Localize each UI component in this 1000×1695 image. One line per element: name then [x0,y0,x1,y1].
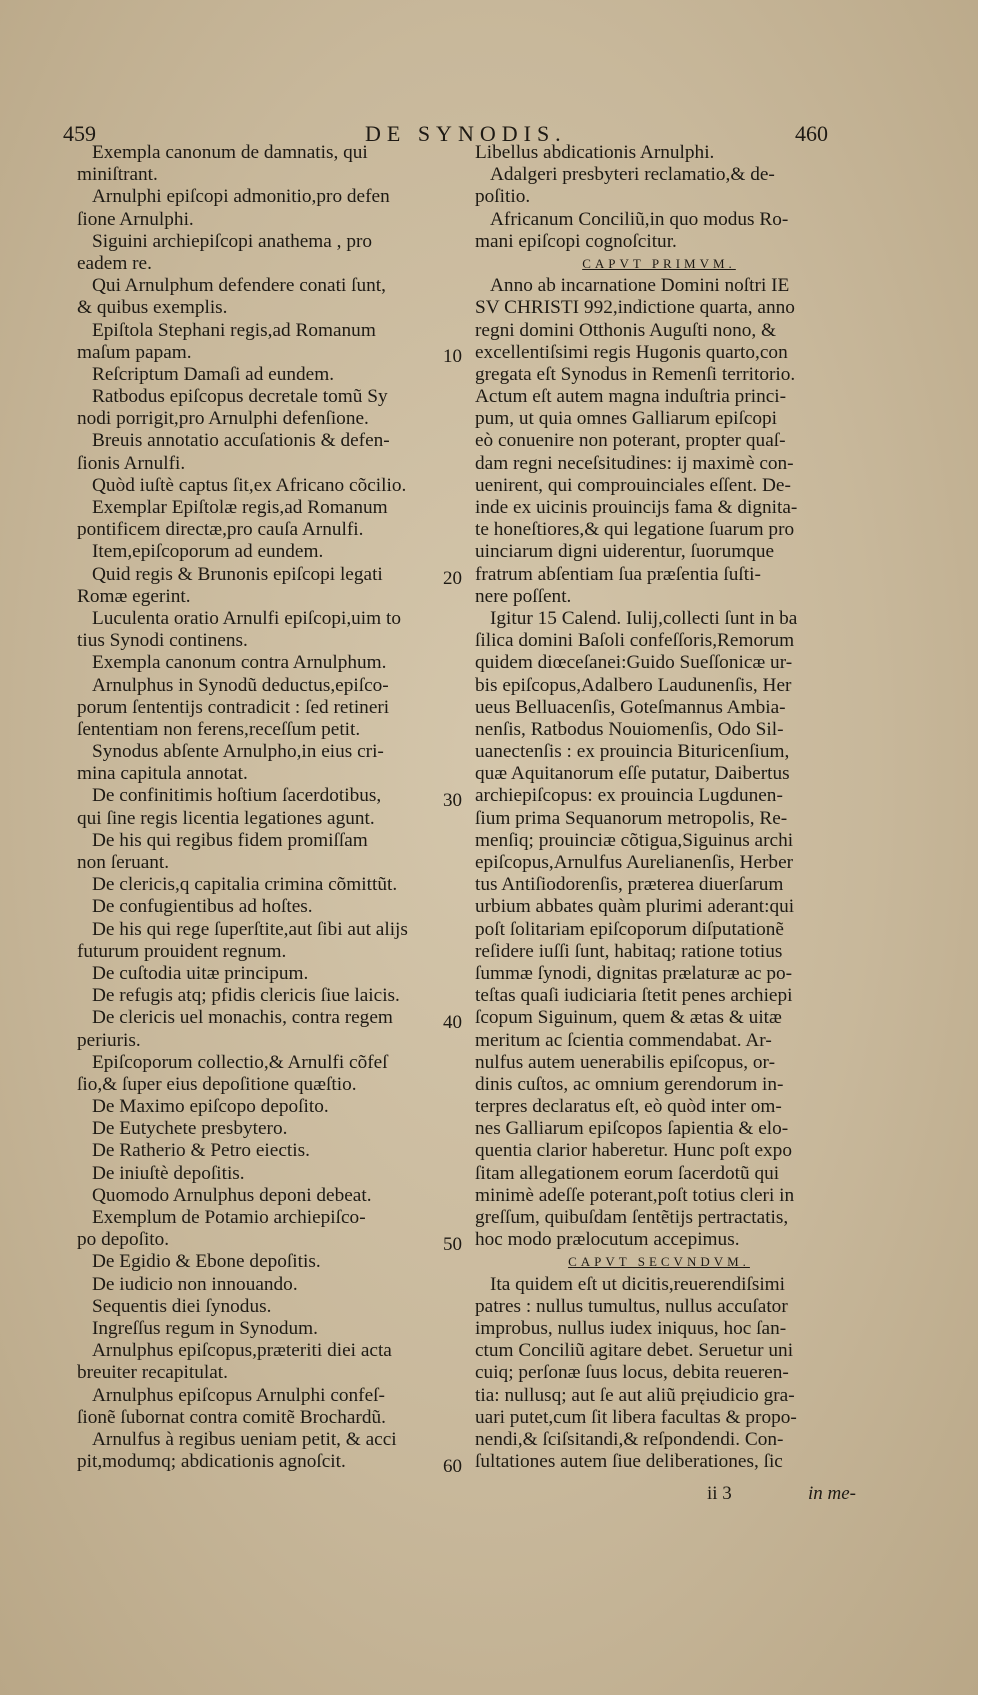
chapter-list-item: Siguini archiepiſcopi anathema , pro [92,230,373,252]
chapter-list-item: De his qui rege ſuperſtite,aut ſibi aut alijs [92,918,408,940]
text-line: quentia clarior haberetur. Hunc poſt expo [475,1140,792,1162]
line-number: 10 [443,345,462,367]
text-line: urbium abbates quàm plurimi aderant:qui [475,896,795,918]
text-line: Anno ab incarnatione Domini noſtri IE [490,275,790,297]
chapter-list-item: futurum prouident regnum. [77,940,287,962]
text-line: quidem diœceſanei:Guido Sueſſonicæ ur- [475,652,793,674]
text-line: mani epiſcopi cognoſcitur. [475,230,677,252]
chapter-list-item: mina capitula annotat. [77,763,248,785]
chapter-list-item: eadem re. [77,252,152,274]
text-line: quæ Aquitanorum eſſe putatur, Daibertus [475,763,790,785]
text-line: tus Antiſiodorenſis, præterea diuerſarum [475,874,784,896]
line-number: 60 [443,1455,462,1477]
chapter-list-item: non ſeruant. [77,852,170,873]
line-number: 30 [443,789,462,811]
text-line: fratrum abſentiam ſua præſentia ſuſti- [475,563,761,585]
chapter-list-item: Reſcriptum Damaſi ad eundem. [92,363,335,385]
text-line: uanectenſis : ex prouincia Bituricenſium, [475,741,790,763]
chapter-list-item: Item,epiſcoporum ad eundem. [92,541,324,563]
chapter-list-item: Breuis annotatio accuſationis & defen- [92,430,390,452]
chapter-list-item: breuiter recapitulat. [77,1362,228,1384]
chapter-list-item: po depoſito. [77,1229,170,1251]
text-line: ſultationes autem ſiue deliberationes, ſic [475,1451,783,1473]
text-line: eò conuenire non poterant, propter quaſ- [475,430,786,452]
signature-mark: ii 3 [707,1483,732,1504]
page-number-left: 459 [63,121,96,146]
page-number-right: 460 [795,121,828,146]
text-line: pum, ut quia omnes Galliarum epiſcopi [475,408,778,430]
line-number: 20 [443,567,462,589]
chapter-list-item: periuris. [77,1029,141,1051]
line-number: 40 [443,1011,462,1033]
chapter-list-item: De Ratherio & Petro eiectis. [92,1140,310,1162]
chapter-list-item: De clericis,q capitalia crimina cõmittũt. [92,874,398,896]
text-line: poſitio. [475,186,531,208]
chapter-list-item: Romæ egerint. [77,585,191,607]
chapter-list-item: Synodus abſente Arnulpho,in eius cri- [92,741,384,763]
chapter-list-item: Quòd iuſtè captus ſit,ex Africano cõcilio. [92,474,407,496]
text-line: nere poſſent. [475,585,572,607]
chapter-list-item: De confinitimis hoſtium ſacerdotibus, [92,785,382,807]
left-column-chapter-list [77,142,445,1473]
text-line: dam regni neceſsitudines: ij maximè con- [475,452,794,474]
text-line: nes Galliarum epiſcopos ſapientia & elo- [475,1118,789,1140]
chapter-list-item: qui ſine regis licentia legationes agunt. [77,807,375,829]
chapter-list-item: Ratbodus epiſcopus decretale tomũ Sy [92,386,388,408]
text-line: epiſcopus,Arnulfus Aurelianenſis, Herber [475,852,794,873]
text-line: ſitam allegationem eorum ſacerdotũ qui [475,1162,780,1184]
text-line: inde ex uicinis prouincijs fama & dignita- [475,497,798,518]
chapter-list-item: Epiſcoporum collectio,& Arnulfi cõfeſ [92,1051,388,1073]
chapter-list-item: De Maximo epiſcopo depoſito. [92,1096,329,1118]
chapter-list-item: pontificem directæ,pro cauſa Arnulfi. [77,519,364,541]
right-column-text [475,142,843,1473]
text-line: CAPVT SECVNDVM. [568,1254,750,1270]
text-line: uari putet,cum ſit libera facultas & propo- [475,1406,797,1428]
chapter-list-item: De refugis atq; pfidis clericis ſiue laicis. [92,985,400,1007]
running-title: DE SYNODIS. [365,121,567,146]
text-line: poſt ſolitariam epiſcoporum diſputationẽ [475,918,784,940]
text-line: Ita quidem eſt ut dicitis,reuerendiſsimi [490,1273,786,1295]
text-line: menſiq; prouinciæ cõtigua,Siguinus archi [475,829,794,851]
chapter-list-item: Arnulphus epiſcopus,præteriti diei acta [92,1340,392,1362]
chapter-list-item: & quibus exemplis. [77,297,228,319]
text-line: greſſum, quibuſdam ſentẽtijs pertractatis, [475,1207,789,1228]
chapter-list-item: De Egidio & Ebone depoſitis. [92,1251,321,1273]
chapter-list-item: Quid regis & Brunonis epiſcopi legati [92,563,383,585]
catchword: in me- [808,1483,857,1504]
chapter-list-item: Arnulphus epiſcopus Arnulphi confeſ- [92,1384,385,1406]
text-line: improbus, nullus iudex iniquus, hoc ſan- [475,1317,787,1339]
text-line: ueus Belluacenſis, Goteſmannus Ambia- [475,696,786,718]
text-line: bis epiſcopus,Adalbero Laudunenſis, Her [475,674,792,696]
chapter-list-item: Exemplum de Potamio archiepiſco- [92,1207,366,1228]
chapter-list-item: De confugientibus ad hoſtes. [92,896,313,918]
text-line: te honeſtiores,& qui legatione ſuarum pro [475,519,795,541]
text-line: terpres declaratus eſt, eò quòd inter om- [475,1096,782,1118]
chapter-list-item: De cuſtodia uitæ principum. [92,962,309,984]
chapter-list-item: nodi porrigit,pro Arnulphi defenſione. [77,408,369,430]
chapter-list-item: De Eutychete presbytero. [92,1118,288,1140]
chapter-list-item: pit,modumq; abdicationis agnoſcit. [77,1451,346,1473]
text-line: Libellus abdicationis Arnulphi. [475,142,715,163]
text-line: Igitur 15 Calend. Iulij,collecti ſunt in ba [490,607,798,629]
text-line: dinis cuſtos, ac omnium gerendorum in- [475,1073,784,1095]
text-line: nenſis, Ratbodus Nouiomenſis, Odo Sil- [475,718,784,740]
text-line: uenirent, qui comprouinciales eſſent. De- [475,474,791,496]
chapter-list-item: De his qui regibus fidem promiſſam [92,829,368,851]
text-line: regni domini Otthonis Auguſti nono, & [475,319,777,341]
text-line: Actum eſt autem magna induſtria princi- [475,386,787,408]
chapter-list-item: maſum papam. [77,341,192,363]
chapter-list-item: Exempla canonum de damnatis, qui [92,142,368,163]
chapter-list-item: Epiſtola Stephani regis,ad Romanum [92,319,376,341]
text-line: teſtas quaſi iudiciaria ſtetit penes archiepi [475,985,793,1007]
text-line: excellentiſsimi regis Hugonis quarto,con [475,341,788,363]
chapter-list-item: Exempla canonum contra Arnulphum. [92,652,387,674]
chapter-list-item: Arnulphus in Synodũ deductus,epiſco- [92,674,389,696]
chapter-list-item: Arnulphi epiſcopi admonitio,pro defen [92,186,390,208]
text-line: patres : nullus tumultus, nullus accuſator [475,1295,788,1317]
text-line: nendi,& ſciſsitandi,& reſpondendi. Con- [475,1428,784,1450]
text-line: meritum ac ſcientia commendabat. Ar- [475,1029,772,1051]
text-line: archiepiſcopus: ex prouincia Lugdunen- [475,785,783,807]
text-line: Adalgeri presbyteri reclamatio,& de- [490,164,775,186]
chapter-list-item: tius Synodi continens. [77,630,248,652]
chapter-list-item: ſionis Arnulfi. [77,452,186,474]
text-line: ſummæ ſynodi, dignitas prælaturæ ac po- [475,962,793,984]
text-line: hoc modo prælocutum accepimus. [475,1229,740,1251]
chapter-list-item: Ingreſſus regum in Synodum. [92,1317,318,1339]
text-line: cuiq; perſonæ ſuus locus, debita reueren- [475,1362,789,1384]
chapter-list-item: De iudicio non innouando. [92,1273,298,1295]
chapter-list-item: Qui Arnulphum defendere conati ſunt, [92,275,386,297]
text-line: reſidere iuſſi ſunt, habitaq; ratione totius [475,940,783,962]
text-line: ſium prima Sequanorum metropolis, Re- [475,807,788,829]
text-line: Africanum Conciliũ,in quo modus Ro- [490,208,789,230]
chapter-list-item: ſionẽ ſubornat contra comitẽ Brochardũ. [77,1406,386,1428]
text-line: ſilica domini Baſoli confeſſoris,Remorum [475,630,795,652]
text-line: ſcopum Siguinum, quem & ætas & uitæ [475,1007,782,1029]
chapter-list-item: porum ſententijs contradicit : ſed retineri [77,696,390,718]
chapter-list-item: Sequentis diei ſynodus. [92,1295,272,1317]
text-line: ctum Conciliũ agitare debet. Seruetur uni [475,1340,794,1362]
chapter-list-item: ſio,& ſuper eius depoſitione quæſtio. [77,1073,357,1095]
text-line: minimè adeſſe poterant,poſt totius cleri in [475,1184,795,1206]
chapter-list-item: Exemplar Epiſtolæ regis,ad Romanum [92,497,388,518]
text-line: SV CHRISTI 992,indictione quarta, anno [475,297,795,319]
text-line: CAPVT PRIMVM. [582,255,736,271]
chapter-list-item: Arnulfus à regibus ueniam petit, & acci [92,1428,397,1450]
text-line: nulfus autem uenerabilis epiſcopus, or- [475,1051,775,1073]
chapter-list-item: miniſtrant. [77,164,158,186]
chapter-list-item: ſententiam non ferens,receſſum petit. [77,718,361,740]
page-edge-margin [978,0,1000,1695]
chapter-list-item: Luculenta oratio Arnulfi epiſcopi,uim to [92,607,401,629]
text-line: uinciarum digni uiderentur, ſuorumque [475,541,775,563]
text-line: gregata eſt Synodus in Remenſi territorio. [475,363,796,385]
line-number: 50 [443,1233,462,1255]
text-line: tia: nullusq; aut ſe aut aliũ pręiudicio gra- [475,1384,795,1406]
chapter-list-item: Quomodo Arnulphus deponi debeat. [92,1184,372,1206]
chapter-list-item: De clericis uel monachis, contra regem [92,1007,393,1029]
chapter-list-item: De iniuſtè depoſitis. [92,1162,245,1184]
chapter-list-item: ſione Arnulphi. [77,208,194,230]
